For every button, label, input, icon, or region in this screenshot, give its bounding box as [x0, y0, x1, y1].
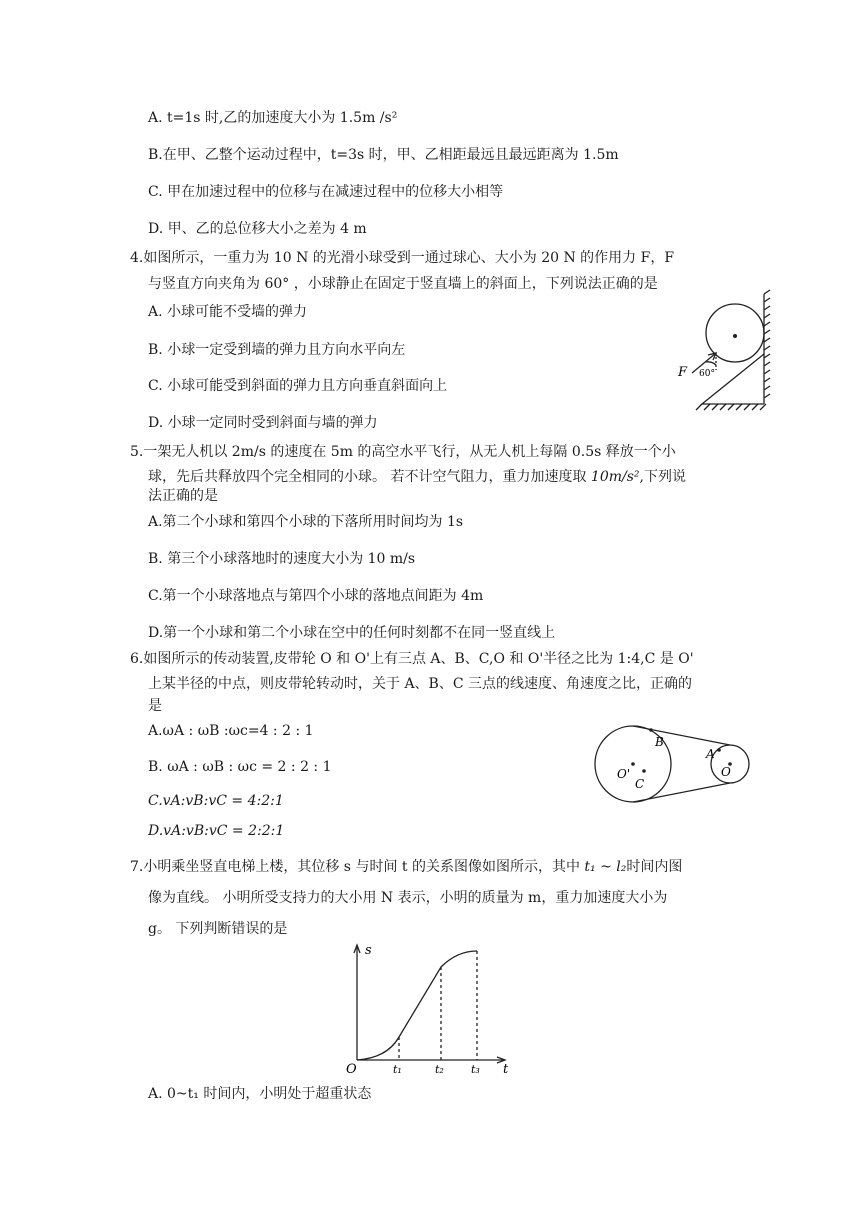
q4-fig-label-angle: 60°	[699, 369, 715, 379]
q4-stem-line2: 与竖直方向夹角为 60° ，小球静止在固定于竖直墙上的斜面上，下列说法正确的是	[148, 276, 658, 292]
q7-stem-line1: 7.小明乘坐竖直电梯上楼，其位移 s 与时间 t 的关系图像如图所示，其中 t₁ ~ l₂时间内图	[130, 859, 683, 875]
q4-option-d: D. 小球一定同时受到斜面与墙的弹力	[148, 415, 378, 431]
q4-option-c: C. 小球可能受到斜面的弹力且方向垂直斜面向上	[148, 378, 448, 394]
q6-stem-line1: 6.如图所示的传动装置,皮带轮 O 和 O'上有三点 A、B、C,O 和 O'半径之比为 1:4,C 是 O'	[130, 651, 694, 667]
q6-fig-label-O: O	[721, 765, 731, 779]
q7-fig-axis-s: s	[365, 943, 372, 958]
q7-stem-line3: g。 下列判断错误的是	[148, 921, 288, 937]
q4-option-b: B. 小球一定受到墙的弹力且方向水平向左	[148, 342, 406, 358]
q4-stem-line1: 4.如图所示，一重力为 10 N 的光滑小球受到一通过球心、大小为 20 N 的作用力 F，F	[130, 250, 675, 266]
q6-fig-label-O-prime: O'	[617, 767, 631, 781]
q7-fig-axis-t: t	[503, 1062, 509, 1075]
q6-option-a: A.ωA : ωB :ωc=4 : 2 : 1	[148, 723, 314, 739]
q6-fig-label-A: A	[706, 747, 715, 761]
q3-option-b: B.在甲、乙整个运动过程中，t=3s 时，甲、乙相距最远且最远距离为 1.5m	[148, 147, 619, 163]
q7-figure-s-t-graph	[345, 940, 520, 1075]
q3-option-c: C. 甲在加速过程中的位移与在减速过程中的位移大小相等	[148, 184, 504, 200]
q7-fig-tick-t1: t₁	[393, 1063, 402, 1075]
q4-option-a: A. 小球可能不受墙的弹力	[148, 304, 308, 320]
q6-fig-label-C: C	[635, 777, 645, 791]
q5-option-a: A.第二个小球和第四个小球的下落所用时间均为 1s	[148, 514, 464, 530]
q5-option-d: D.第一个小球和第二个小球在空中的任何时刻都不在同一竖直线上	[148, 625, 556, 641]
q4-fig-label-F: F	[678, 365, 688, 380]
q5-stem-line2: 球，先后共释放四个完全相同的小球。 若不计空气阻力，重力加速度取 10m/s²,下列说	[148, 469, 686, 485]
q6-stem-line3: 是	[148, 698, 162, 714]
q5-stem-line1: 5.一架无人机以 2m/s 的速度在 5m 的高空水平飞行，从无人机上每隔 0.5s 释放一个小	[130, 444, 676, 460]
q3-option-d: D. 甲、乙的总位移大小之差为 4 m	[148, 221, 367, 237]
q7-stem-line2: 像为直线。 小明所受支持力的大小用 N 表示，小明的质量为 m，重力加速度大小为	[148, 890, 668, 906]
q7-fig-origin: O	[346, 1062, 357, 1075]
q6-fig-label-B: B	[655, 735, 664, 749]
q7-option-a: A. 0~t₁ 时间内，小明处于超重状态	[148, 1086, 372, 1102]
q5-option-b: B. 第三个小球落地时的速度大小为 10 m/s	[148, 551, 416, 567]
q5-option-c: C.第一个小球落地点与第四个小球的落地点间距为 4m	[148, 588, 484, 604]
q7-fig-tick-t2: t₂	[435, 1063, 444, 1075]
q6-stem-line2: 上某半径的中点，则皮带轮转动时，关于 A、B、C 三点的线速度、角速度之比，正确的	[148, 676, 693, 692]
q6-option-b: B. ωA : ωB : ωc = 2 : 2 : 1	[148, 759, 332, 775]
q6-option-d: D.vA:vB:vC = 2:2:1	[148, 823, 285, 839]
q6-option-c: C.vA:vB:vC = 4:2:1	[148, 793, 284, 809]
q6-figure-belt-pulleys	[585, 722, 760, 806]
q4-figure-ball-incline	[670, 288, 775, 413]
q7-fig-tick-t3: t₃	[471, 1063, 480, 1075]
q5-stem-line3: 法正确的是	[148, 488, 218, 504]
q3-option-a: A. t=1s 时,乙的加速度大小为 1.5m /s²	[148, 110, 398, 126]
